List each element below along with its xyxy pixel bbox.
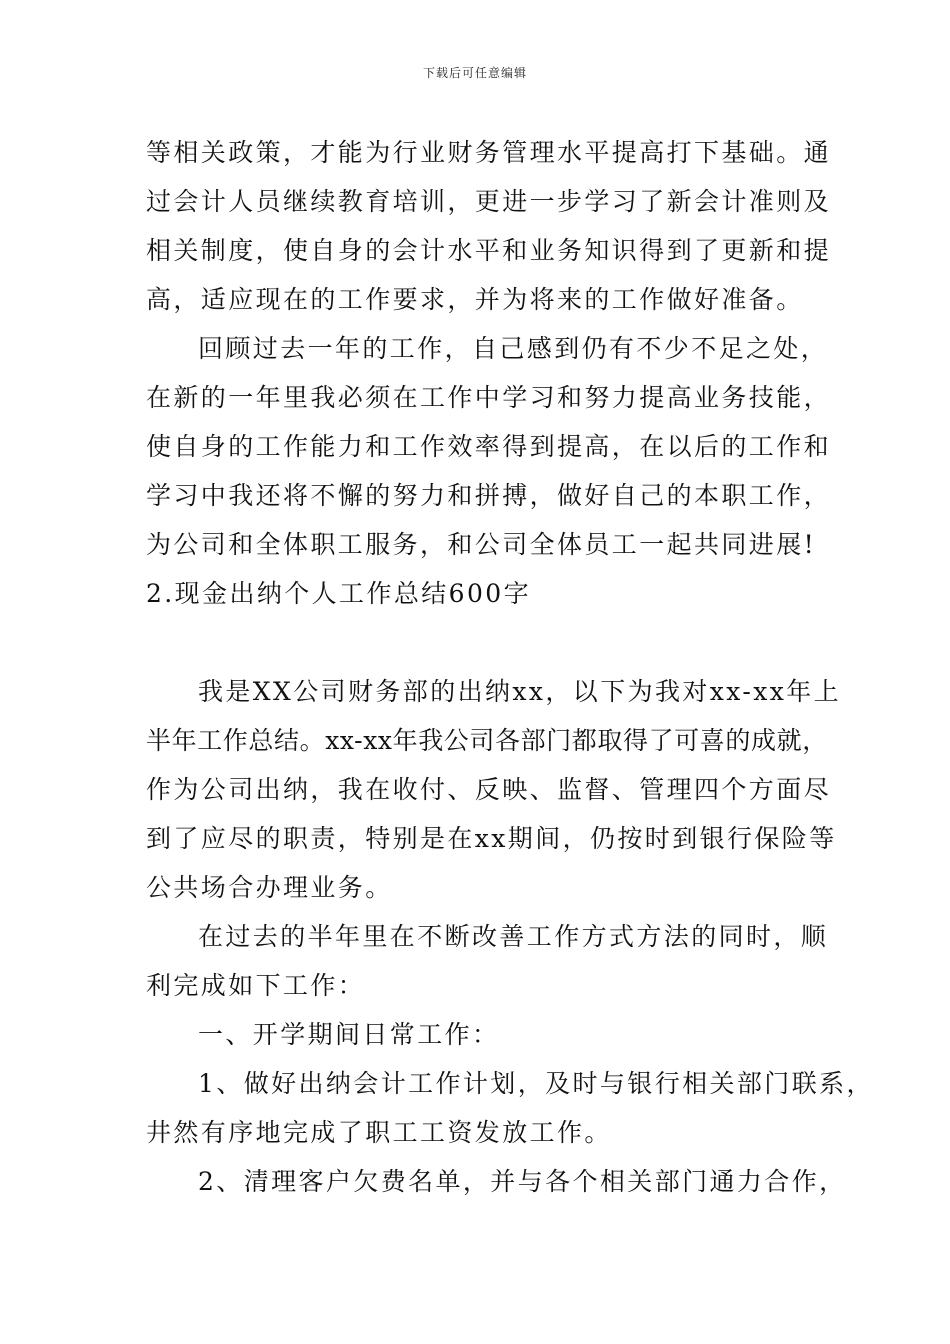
body-line: 井然有序地完成了职工工资发放工作。 (146, 1118, 612, 1147)
body-line: 在新的一年里我必须在工作中学习和努力提高业务技能， (146, 383, 832, 412)
paragraph-start-line: 我是XX公司财务部的出纳xx，以下为我对xx-xx年上 (198, 677, 841, 706)
body-line: 使自身的工作能力和工作效率得到提高，在以后的工作和 (146, 432, 832, 461)
list-item-line: 1、做好出纳会计工作计划，及时与银行相关部门联系， (198, 1069, 874, 1098)
body-line: 相关制度，使自身的会计水平和业务知识得到了更新和提 (146, 236, 832, 265)
body-line: 学习中我还将不懈的努力和拼搏，做好自己的本职工作， (146, 481, 832, 510)
paragraph-start-line: 在过去的半年里在不断改善工作方式方法的同时，顺 (198, 922, 829, 951)
page-header: 下载后可任意编辑 (422, 66, 527, 80)
body-line: 公共场合办理业务。 (146, 873, 393, 902)
paragraph-start-line: 回顾过去一年的工作，自己感到仍有不少不足之处， (198, 334, 829, 363)
body-line: 为公司和全体职工服务，和公司全体员工一起共同进展! (146, 530, 817, 559)
body-line: 过会计人员继续教育培训，更进一步学习了新会计准则及 (146, 187, 832, 216)
body-line: 到了应尽的职责，特别是在xx期间，仍按时到银行保险等 (146, 824, 837, 853)
body-line: 高，适应现在的工作要求，并为将来的工作做好准备。 (146, 285, 804, 314)
body-line: 作为公司出纳，我在收付、反映、监督、管理四个方面尽 (146, 775, 832, 804)
document-body (146, 128, 874, 1206)
body-line: 半年工作总结。xx-xx年我公司各部门都取得了可喜的成就， (146, 726, 828, 755)
body-line: 等相关政策，才能为行业财务管理水平提高打下基础。通 (146, 138, 832, 167)
section-heading: 2.现金出纳个人工作总结600字 (146, 579, 531, 608)
body-line: 利完成如下工作： (146, 971, 366, 1000)
blank-line (146, 618, 816, 667)
list-item-line: 2、清理客户欠费名单，并与各个相关部门通力合作， (198, 1167, 847, 1196)
list-heading: 一、开学期间日常工作： (198, 1020, 500, 1049)
